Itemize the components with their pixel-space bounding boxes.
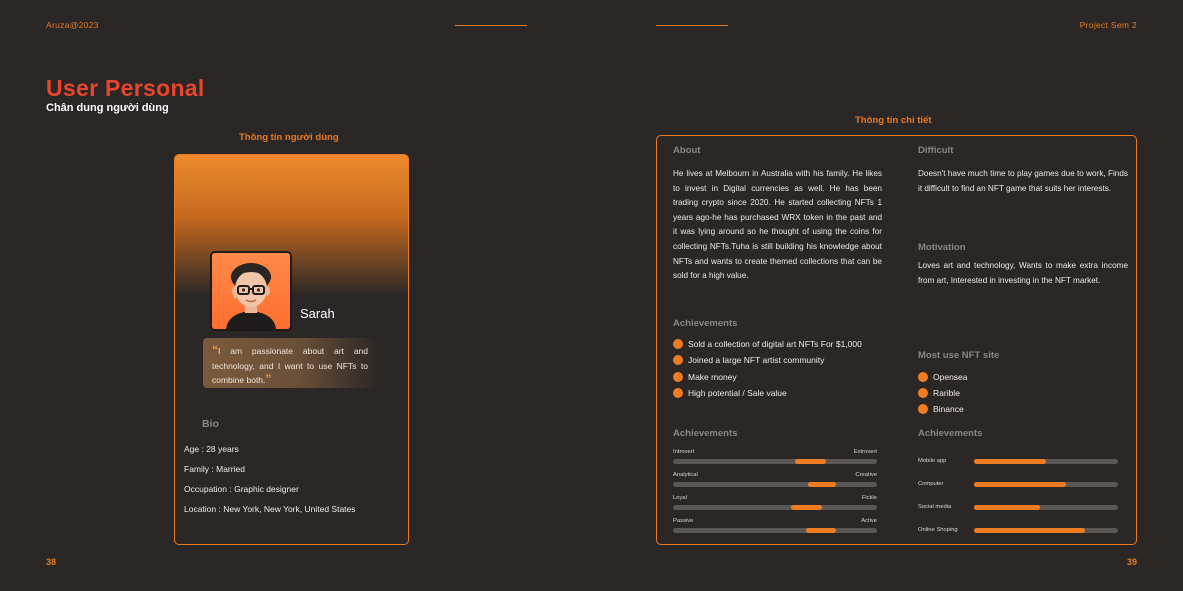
bullet-icon (918, 388, 928, 398)
achievement-item: Make money (688, 372, 737, 382)
bio-age: Age : 28 years (184, 444, 239, 454)
bio-occupation: Occupation : Graphic designer (184, 484, 299, 494)
usage-heading: Achievements (918, 428, 983, 439)
trait-left-label: Introvert (673, 449, 695, 455)
achievement-item: Joined a large NFT artist community (688, 355, 825, 365)
persona-name: Sarah (300, 306, 335, 321)
persona-quote-text: I am passionate about art and technology, and I want to use NFTs to combine both. (212, 346, 368, 385)
bullet-icon (673, 388, 683, 398)
usage-track (974, 459, 1118, 464)
usage-label: Social media (918, 504, 952, 510)
usage-fill (974, 459, 1046, 464)
trait-right-label: Extrovert (853, 449, 877, 455)
trait-track (673, 505, 877, 510)
bullet-icon (673, 355, 683, 365)
avatar (210, 251, 292, 331)
traits-heading: Achievements (673, 428, 738, 439)
trait-left-label: Passive (673, 518, 694, 524)
page-title: User Personal (46, 75, 205, 101)
nft-site-item: Opensea (933, 372, 968, 382)
motivation-text: Loves art and technology, Wants to make extra income from art, Interested in investing in the NFT market. (918, 261, 1128, 285)
achievement-item: Sold a collection of digital art NFTs For $1,000 (688, 339, 862, 349)
trait-track (673, 482, 877, 487)
motivation-heading: Motivation (918, 242, 966, 253)
nft-site-item: Binance (933, 404, 964, 414)
nft-site-item: Rarible (933, 388, 960, 398)
avatar-illustration (212, 253, 290, 329)
usage-label: Mobile app (918, 458, 947, 464)
usage-label: Computer (918, 481, 944, 487)
trait-fill (806, 528, 837, 533)
usage-fill (974, 482, 1066, 487)
trait-right-label: Active (861, 518, 877, 524)
usage-label: Online Shoping (918, 527, 958, 533)
persona-card (174, 154, 409, 545)
header-divider-right (656, 25, 728, 26)
bullet-icon (918, 372, 928, 382)
achievement-item: High potential / Sale value (688, 388, 787, 398)
header-project: Project Sem 2 (1079, 20, 1137, 30)
bullet-icon (673, 372, 683, 382)
header-brand: Aruza@2023 (46, 20, 99, 30)
trait-fill (791, 505, 822, 510)
usage-track (974, 482, 1118, 487)
usage-fill (974, 505, 1040, 510)
about-text: He lives at Melbourn in Australia with his family. He likes to invest in Digital currencies as well. He has been trading crypto since 2020. He started collecting NFTs 1 years ago-he has purchased WRX token in the past and it was lying around so he thought of using the coins for collecting NFTs.Tuha is still building his knowledge about NFTs and wants to create themed collections that can be sold for a high value. (673, 169, 882, 281)
trait-fill (795, 459, 826, 464)
usage-track (974, 505, 1118, 510)
about-heading: About (673, 145, 701, 156)
bullet-icon (918, 404, 928, 414)
difficult-heading: Difficult (918, 145, 954, 156)
user-info-heading: Thông tin người dùng (239, 132, 339, 143)
trait-right-label: Creative (855, 472, 877, 478)
page-subtitle: Chân dung người dùng (46, 102, 169, 114)
quote-open-icon: “ (212, 343, 218, 357)
difficult-text: Doesn't have much time to play games due to work, Finds it difficult to find an NFT game that suits her interests. (918, 169, 1128, 193)
page-number-right: 39 (1126, 557, 1137, 567)
achievements-heading: Achievements (673, 318, 738, 329)
trait-right-label: Fickle (861, 495, 877, 501)
header-divider-left (455, 25, 527, 26)
trait-left-label: Analytical (673, 472, 698, 478)
quote-close-icon: ” (265, 372, 272, 386)
bio-heading: Bio (202, 418, 219, 430)
trait-left-label: Loyal (673, 495, 687, 501)
details-panel (656, 135, 1137, 545)
bullet-icon (673, 339, 683, 349)
usage-track (974, 528, 1118, 533)
bio-family: Family : Married (184, 464, 245, 474)
usage-fill (974, 528, 1085, 533)
page-number-left: 38 (46, 557, 57, 567)
nft-sites-heading: Most use NFT site (918, 350, 1000, 361)
bio-location: Location : New York, New York, United States (184, 504, 356, 514)
persona-quote (203, 338, 378, 388)
trait-fill (808, 482, 837, 487)
trait-track (673, 459, 877, 464)
trait-track (673, 528, 877, 533)
details-heading: Thông tin chi tiết (855, 115, 932, 126)
